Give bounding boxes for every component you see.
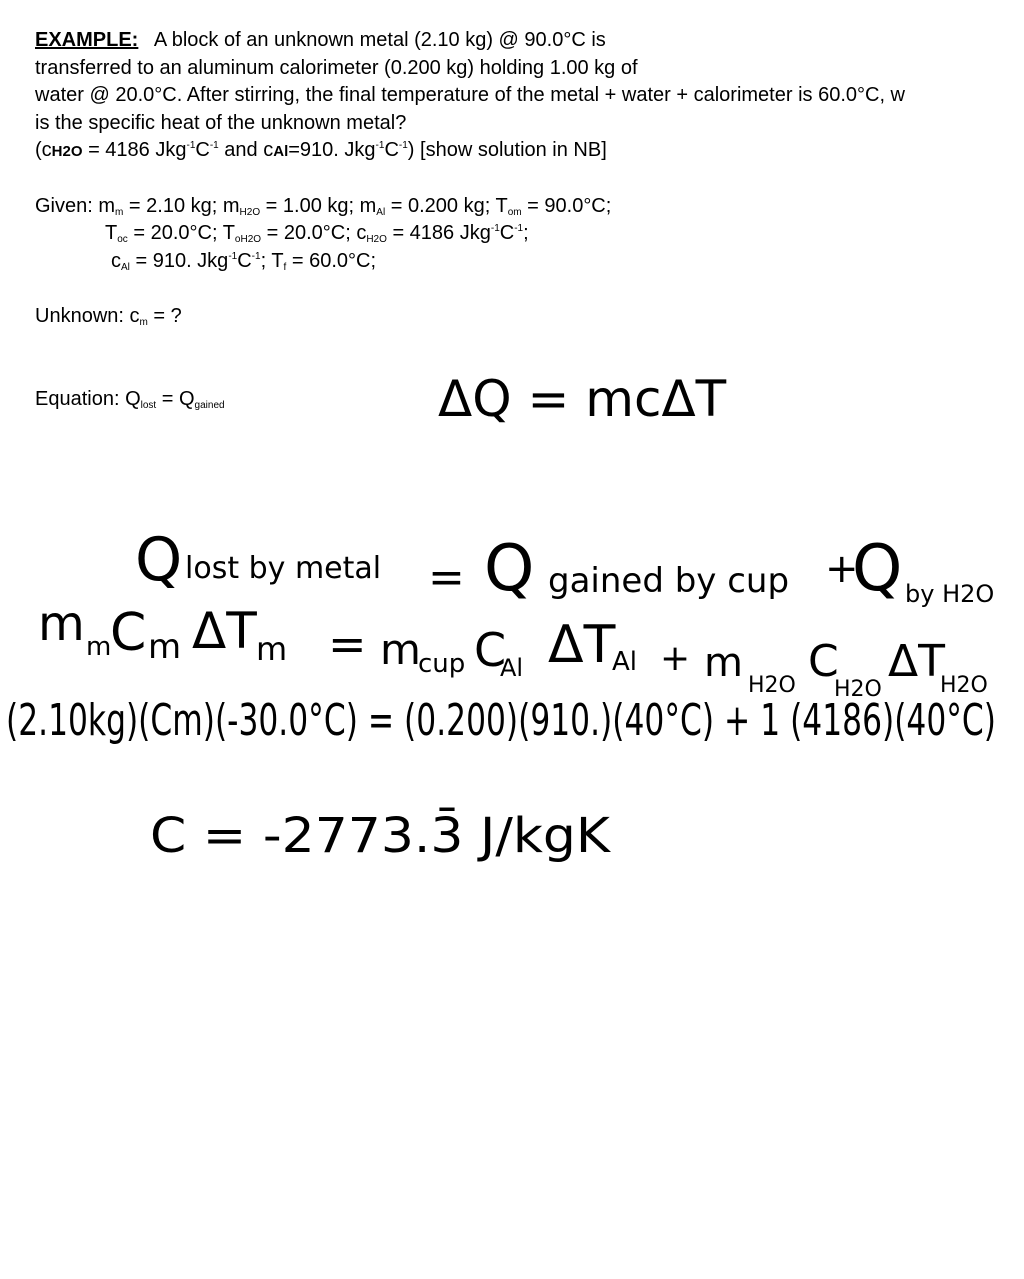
given-symbol: c xyxy=(111,249,121,272)
hand-c-m-sub: m xyxy=(148,627,182,667)
given-value: = 20.0°C; c xyxy=(261,222,367,245)
hand-dt-h2o: ΔT xyxy=(888,636,945,687)
hand-q-gained: Q xyxy=(484,532,535,606)
problem-line-4: is the specific heat of the unknown metal? xyxy=(35,111,407,134)
subscript: m xyxy=(139,316,148,328)
constants-open: (c xyxy=(35,139,52,162)
unit-c: C xyxy=(237,249,252,272)
given-value: = 60.0°C; xyxy=(286,249,377,272)
given-value: = 4186 Jkg xyxy=(386,222,491,245)
problem-line-2: transferred to an aluminum calorimeter (0.200 kg) holding 1.00 kg of xyxy=(35,56,638,79)
given-value: = 1.00 kg; m xyxy=(260,194,377,217)
hand-dt-al: ΔT xyxy=(548,615,616,675)
hand-formula: ΔQ = mcΔT xyxy=(438,370,727,428)
constant-h2o-label: H2O xyxy=(51,143,83,161)
subscript: H2O xyxy=(366,234,387,246)
subscript: om xyxy=(507,206,522,218)
hand-m-m: m xyxy=(38,596,85,652)
unit-c: C xyxy=(384,139,399,162)
hand-c-h2o-sub: H2O xyxy=(834,677,882,702)
hand-m-m-sub: m xyxy=(86,632,112,662)
hand-dt-m-sub: m xyxy=(256,630,288,668)
constant-al-label: Al xyxy=(273,143,289,161)
constant-h2o-value: = 4186 Jkg xyxy=(82,139,187,162)
hand-q-lost-sub: lost by metal xyxy=(185,551,382,586)
hand-equals-1: = xyxy=(428,552,465,603)
problem-line-3: water @ 20.0°C. After stirring, the final temperature of the metal + water + calorimeter is 60.0°C, w xyxy=(35,84,905,107)
given-value: ; T xyxy=(260,249,284,272)
subscript: gained xyxy=(194,399,225,411)
hand-result: C = -2773.3̄ J/kgK xyxy=(150,808,612,864)
unit-c: C xyxy=(499,222,515,245)
example-heading: EXAMPLE: xyxy=(35,29,139,51)
given-value: = 20.0°C; T xyxy=(127,222,235,245)
hand-c-m: C xyxy=(110,603,147,663)
hand-dt-al-sub: Al xyxy=(612,647,638,677)
subscript: oH2O xyxy=(234,234,262,246)
given-value: ; xyxy=(523,222,529,245)
constants-close: ) [show solution in NB] xyxy=(407,139,607,162)
given-value: = 910. Jkg xyxy=(129,249,229,272)
constant-and: and c xyxy=(218,139,274,162)
subscript: Al xyxy=(376,206,386,218)
hand-substitution: (2.10kg)(Cm)(-30.0°C) = (0.200)(910.)(40°C) + 1 (4186)(40°C) xyxy=(6,695,996,746)
unknown-label: Unknown: c xyxy=(35,304,140,327)
exponent: -1 xyxy=(375,140,385,152)
hand-c-h2o: C xyxy=(808,636,839,687)
exponent: -1 xyxy=(514,223,524,235)
hand-q-gained-sub: gained by cup xyxy=(548,561,790,601)
exponent: -1 xyxy=(209,140,219,152)
exponent: -1 xyxy=(228,250,238,262)
subscript: f xyxy=(283,261,287,273)
given-value: = 90.0°C; xyxy=(521,194,612,217)
hand-m-h2o: m xyxy=(704,640,743,686)
exponent: -1 xyxy=(186,140,196,152)
unit-c: C xyxy=(195,139,210,162)
hand-c-al: C xyxy=(474,623,507,677)
hand-m-cup-sub: cup xyxy=(418,649,466,679)
subscript: oc xyxy=(117,234,128,246)
hand-m-h2o-sub: H2O xyxy=(748,673,796,698)
subscript: Al xyxy=(121,261,130,273)
equation-label: Equation: Q xyxy=(35,387,141,410)
given-label: Given: m xyxy=(35,194,116,217)
exponent: -1 xyxy=(251,250,261,262)
hand-dt-m: ΔT xyxy=(192,602,257,660)
hand-c-al-sub: Al xyxy=(500,654,524,682)
subscript: m xyxy=(115,206,124,218)
exponent: -1 xyxy=(490,223,500,235)
given-value: = 2.10 kg; m xyxy=(123,194,240,217)
hand-dt-h2o-sub: H2O xyxy=(940,673,988,698)
hand-q-h2o-sub: by H2O xyxy=(905,580,995,608)
hand-q-lost: Q xyxy=(135,525,183,595)
unknown-value: = ? xyxy=(147,304,182,327)
hand-m-cup: m xyxy=(380,625,421,674)
exponent: -1 xyxy=(398,140,408,152)
hand-equals-2: = xyxy=(328,617,367,671)
constant-al-value: =910. Jkg xyxy=(288,139,376,162)
hand-q-h2o: Q xyxy=(852,532,903,606)
equation-value: = Q xyxy=(156,387,195,410)
hand-plus-2: + xyxy=(660,638,691,679)
hand-plus-1: + xyxy=(825,546,859,592)
subscript: H2O xyxy=(239,206,261,218)
subscript: lost xyxy=(140,399,157,411)
problem-text-1: A block of an unknown metal (2.10 kg) @ 90.0°C is xyxy=(153,29,606,51)
given-symbol: T xyxy=(105,222,118,245)
given-value: = 0.200 kg; T xyxy=(385,194,508,217)
